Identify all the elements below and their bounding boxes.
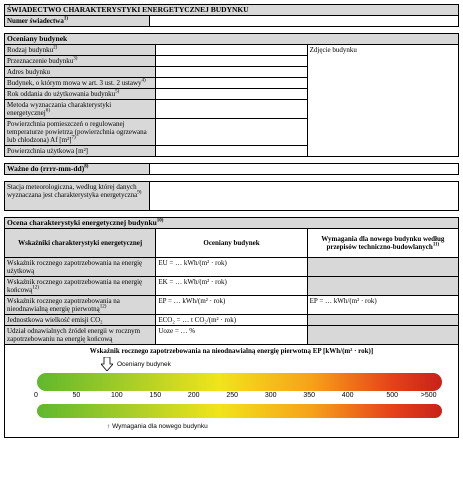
building-purpose-value[interactable] — [156, 56, 307, 67]
ep-scale-tick-label: 250 — [226, 392, 239, 399]
building-row-label: Rodzaj budynku$^{2)}$ — [5, 45, 156, 56]
building-year-value[interactable] — [156, 89, 307, 100]
ep-scale-tick-label: 50 — [72, 392, 81, 399]
building-section — [4, 33, 459, 157]
building-method-value[interactable] — [156, 100, 307, 119]
cert-number-label: Numer świadectwa$^{1)}$ — [5, 16, 150, 27]
ep-requirement[interactable]: EP = … kWh/(m² · rok) — [307, 296, 458, 315]
ep-scale-panel — [4, 345, 459, 438]
eco2-requirement — [307, 315, 458, 326]
ep-scale-bar-requirement — [37, 404, 442, 418]
indicator-row-label: Wskaźnik rocznego zapotrzebowania na energię końcową$^{12)}$ — [5, 277, 156, 296]
cert-number-table — [4, 15, 459, 27]
indicator-header: Wskaźniki charakterystyki energetycznej — [5, 229, 156, 258]
building-section-title: Oceniany budynek — [5, 34, 459, 45]
arrow-down-icon — [101, 357, 113, 371]
ep-scale-tick-label: 350 — [303, 392, 315, 399]
header-table — [4, 4, 459, 15]
eco2-value[interactable]: ECO₂ = … t CO₂/(m² · rok) — [156, 315, 307, 326]
uoze-requirement — [307, 326, 458, 345]
assessment-section — [4, 217, 459, 345]
ep-scale-tick-label: 0 — [34, 392, 38, 399]
arrow-up-icon: ↑ — [107, 423, 111, 430]
eu-value[interactable]: EU = … kWh/(m² · rok) — [156, 258, 307, 277]
building-photo-label: Zdjęcie budynku — [309, 46, 357, 54]
ep-scale-tick-label: >500 — [420, 392, 437, 399]
requirement-marker-label: Wymagania dla nowego budynku — [112, 423, 208, 430]
assessment-section-title: Ocena charakterystyki energetycznej budynku$^{10)}$ — [5, 218, 459, 229]
indicator-row-label: Wskaźnik rocznego zapotrzebowania na energię użytkową — [5, 258, 156, 277]
ek-value[interactable]: EK = … kWh/(m² · rok) — [156, 277, 307, 296]
building-row-label: Powierzchnia pomieszczeń o regulowanej temperaturze powietrza (powierzchnia ogrzewana lub chłodzona) Af $[m^2]^{7)}$ — [5, 119, 156, 146]
ep-scale-tick-label: 300 — [264, 392, 277, 399]
building-art3-value[interactable] — [156, 78, 307, 89]
ep-scale-tick-label: 500 — [386, 392, 399, 399]
uoze-value[interactable]: Uoze = … % — [156, 326, 307, 345]
building-type-value[interactable] — [156, 45, 307, 56]
building-usable-area-value[interactable] — [156, 146, 307, 157]
meteo-label: Stacja meteorologiczna, według której danych wyznaczana jest charakterystyka energetyczna$^{9)}$ — [5, 182, 150, 211]
ep-scale-tick-label: 150 — [149, 392, 162, 399]
building-photo — [307, 45, 458, 157]
building-area-af-value[interactable] — [156, 119, 307, 146]
building-row-label: Budynek, o którym mowa w art. 3 ust. 2 ustawy$^{4)}$ — [5, 78, 156, 89]
ek-requirement — [307, 277, 458, 296]
eu-requirement — [307, 258, 458, 277]
valid-to-value[interactable] — [150, 164, 459, 175]
ep-scale-tick-label: 100 — [110, 392, 123, 399]
meteo-table — [4, 181, 459, 211]
ep-scale-bar-assessed — [37, 373, 442, 391]
ep-scale-tick-label: 200 — [187, 392, 200, 399]
ep-scale-tick-label: 400 — [341, 392, 354, 399]
building-row-label: Adres budynku — [5, 67, 156, 78]
cert-number-value[interactable] — [150, 16, 459, 27]
valid-to-table — [4, 163, 459, 175]
building-row-label: Przeznaczenie budynku$^{3)}$ — [5, 56, 156, 67]
assessed-header: Oceniany budynek — [156, 229, 307, 258]
indicator-row-label: Wskaźnik rocznego zapotrzebowania na nieodnawialną energię pierwotną$^{12)}$ — [5, 296, 156, 315]
indicator-row-label: Jednostkowa wielkość emisji CO₂ — [5, 315, 156, 326]
building-row-label: Powierzchnia użytkowa [m²] — [5, 146, 156, 157]
building-address-value[interactable] — [156, 67, 307, 78]
assessed-marker-label: Oceniany budynek — [117, 361, 171, 368]
valid-to-label: Ważne do (rrrr-mm-dd)$^{8)}$ — [5, 164, 150, 175]
requirements-header: Wymagania dla nowego budynku według przepisów techniczno-budowlanych$^{11)}$ — [307, 229, 458, 258]
building-row-label: Rok oddania do użytkowania budynku$^{5)}$ — [5, 89, 156, 100]
indicator-row-label: Udział odnawialnych źródeł energii w rocznym zapotrzebowaniu na energię końcową — [5, 326, 156, 345]
requirement-marker — [107, 423, 208, 430]
certificate-title: ŚWIADECTWO CHARAKTERYSTYKI ENERGETYCZNEJ BUDYNKU — [5, 5, 459, 16]
building-row-label: Metoda wyznaczania charakterystyki energetycznej$^{6)}$ — [5, 100, 156, 119]
energy-certificate — [4, 4, 459, 487]
meteo-value[interactable] — [150, 182, 459, 211]
ep-value[interactable]: EP = … kWh/(m² · rok) — [156, 296, 307, 315]
ep-scale-title: Wskaźnik rocznego zapotrzebowania na nieodnawialną energię pierwotną EP [kWh/(m² · rok)] — [89, 347, 374, 355]
